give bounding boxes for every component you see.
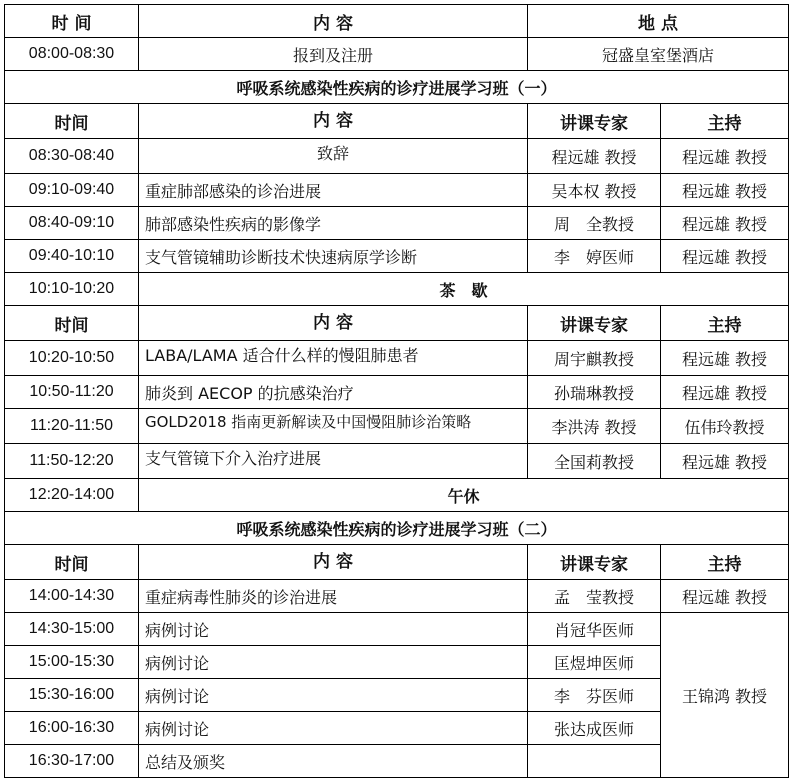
tea-break-label: 茶 歇: [139, 273, 789, 306]
row-content: 病例讨论: [139, 613, 528, 646]
row-content: 病例讨论: [139, 646, 528, 679]
row-time: 08:40-09:10: [5, 207, 139, 240]
row-time: 09:10-09:40: [5, 174, 139, 207]
tea-break-row: [5, 273, 789, 306]
row-speaker: 程远雄 教授: [528, 139, 661, 174]
col-host: 主持: [661, 306, 789, 341]
row-speaker: 全国莉教授: [528, 444, 661, 479]
row-content: 病例讨论: [139, 712, 528, 745]
col-host: 主持: [661, 104, 789, 139]
row-host: 程远雄 教授: [661, 207, 789, 240]
session1-title: 呼吸系统感染性疾病的诊疗进展学习班（一）: [5, 71, 789, 104]
row-time: 10:20-10:50: [5, 341, 139, 376]
row-speaker: 吴本权 教授: [528, 174, 661, 207]
session2-title: 呼吸系统感染性疾病的诊疗进展学习班（二）: [5, 512, 789, 545]
table-row: [5, 207, 789, 240]
row-speaker: 李 芬医师: [528, 679, 661, 712]
table-row: [5, 444, 789, 479]
table-row: [5, 341, 789, 376]
row-content: 重症病毒性肺炎的诊治进展: [139, 580, 528, 613]
row-speaker: 周 全教授: [528, 207, 661, 240]
col-time: 时间: [5, 104, 139, 139]
header-location: 地 点: [528, 5, 789, 38]
row-speaker: 肖冠华医师: [528, 613, 661, 646]
table-row: [5, 174, 789, 207]
row-time: 11:50-12:20: [5, 444, 139, 479]
tea-break-time: 10:10-10:20: [5, 273, 139, 306]
session1-title-row: [5, 71, 789, 104]
row-speaker: 周宇麒教授: [528, 341, 661, 376]
row-content: 支气管镜辅助诊断技术快速病原学诊断: [139, 240, 528, 273]
row-time: 11:20-11:50: [5, 409, 139, 444]
lunch-break-time: 12:20-14:00: [5, 479, 139, 512]
col-host: 主持: [661, 545, 789, 580]
row-speaker: 匡煜坤医师: [528, 646, 661, 679]
row-host: 程远雄 教授: [661, 240, 789, 273]
row-host: 程远雄 教授: [661, 139, 789, 174]
row-content: LABA/LAMA 适合什么样的慢阻肺患者: [139, 341, 528, 376]
row-content: 支气管镜下介入治疗进展: [139, 444, 528, 479]
row-speaker: 孙瑞琳教授: [528, 376, 661, 409]
row-host: 程远雄 教授: [661, 444, 789, 479]
row-time: 09:40-10:10: [5, 240, 139, 273]
row-content: 肺部感染性疾病的影像学: [139, 207, 528, 240]
row-time: 14:00-14:30: [5, 580, 139, 613]
registration-time: 08:00-08:30: [5, 38, 139, 71]
registration-location: 冠盛皇室堡酒店: [528, 38, 789, 71]
header-time: 时 间: [5, 5, 139, 38]
row-host: 程远雄 教授: [661, 341, 789, 376]
row-speaker: 孟 莹教授: [528, 580, 661, 613]
row-time: 15:00-15:30: [5, 646, 139, 679]
row-content: 病例讨论: [139, 679, 528, 712]
row-content: 重症肺部感染的诊治进展: [139, 174, 528, 207]
row-speaker: [528, 745, 661, 778]
row-speaker: 李洪涛 教授: [528, 409, 661, 444]
row-time: 08:30-08:40: [5, 139, 139, 174]
session1b-column-header: [5, 306, 789, 341]
col-speaker: 讲课专家: [528, 104, 661, 139]
table-row: [5, 376, 789, 409]
row-content: 致辞: [139, 139, 528, 174]
table-row: [5, 580, 789, 613]
col-time: 时间: [5, 306, 139, 341]
row-content: 总结及颁奖: [139, 745, 528, 778]
table-row: [5, 409, 789, 444]
col-content: 内 容: [139, 545, 528, 580]
lunch-break-label: 午休: [139, 479, 789, 512]
col-speaker: 讲课专家: [528, 306, 661, 341]
registration-row: [5, 38, 789, 71]
row-time: 14:30-15:00: [5, 613, 139, 646]
row-speaker: 张达成医师: [528, 712, 661, 745]
row-host: 程远雄 教授: [661, 376, 789, 409]
row-host: 程远雄 教授: [661, 580, 789, 613]
merged-host: 王锦鸿 教授: [661, 613, 789, 778]
row-time: 16:30-17:00: [5, 745, 139, 778]
session2-title-row: [5, 512, 789, 545]
session1-column-header: [5, 104, 789, 139]
col-speaker: 讲课专家: [528, 545, 661, 580]
row-host: 伍伟玲教授: [661, 409, 789, 444]
row-host: 程远雄 教授: [661, 174, 789, 207]
col-content: 内 容: [139, 104, 528, 139]
row-speaker: 李 婷医师: [528, 240, 661, 273]
session2-column-header: [5, 545, 789, 580]
table-row: [5, 139, 789, 174]
col-time: 时间: [5, 545, 139, 580]
schedule-table: [4, 4, 789, 778]
row-time: 15:30-16:00: [5, 679, 139, 712]
lunch-break-row: [5, 479, 789, 512]
table-row: [5, 613, 789, 646]
col-content: 内 容: [139, 306, 528, 341]
row-time: 16:00-16:30: [5, 712, 139, 745]
header-content: 内 容: [139, 5, 528, 38]
row-content: 肺炎到 AECOP 的抗感染治疗: [139, 376, 528, 409]
table-row: [5, 240, 789, 273]
main-header-row: [5, 5, 789, 38]
row-content: GOLD2018 指南更新解读及中国慢阻肺诊治策略: [139, 409, 528, 444]
row-time: 10:50-11:20: [5, 376, 139, 409]
registration-content: 报到及注册: [139, 38, 528, 71]
